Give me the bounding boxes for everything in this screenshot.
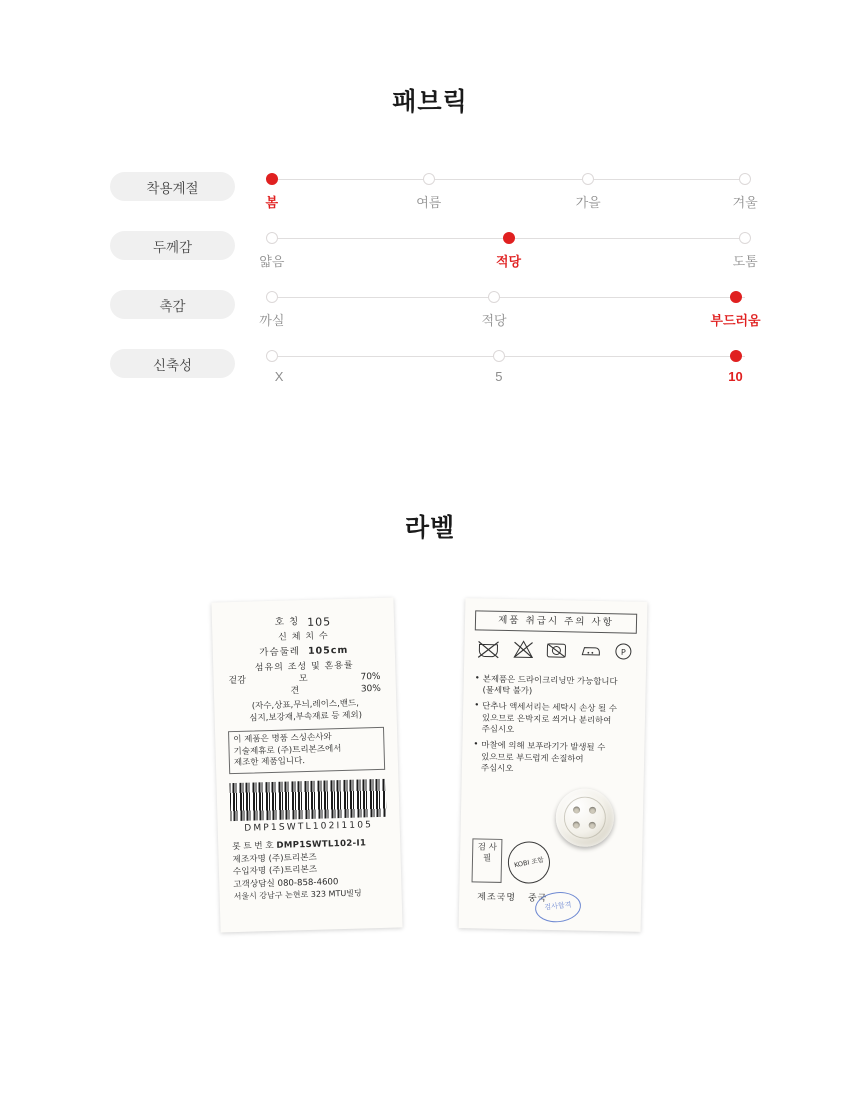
scale-label-texture-0: 까실	[259, 310, 284, 329]
scale-label-season-0: 봄	[266, 192, 279, 211]
svg-text:P: P	[621, 648, 626, 657]
scale-point-season-3[interactable]	[739, 173, 751, 185]
chest-value: 105cm	[308, 644, 349, 657]
scale-point-thickness-0[interactable]	[266, 232, 278, 244]
scale-label-thickness-1: 적당	[496, 251, 521, 270]
spec-row-season	[110, 164, 750, 223]
blue-inspection-stamp-icon: 검사합격	[534, 890, 583, 924]
scale-label-stretch-0: X	[275, 369, 284, 384]
chest-label: 가슴둘레	[259, 646, 300, 659]
fiber-part-0: 겉감	[228, 676, 246, 688]
scale-point-texture-0[interactable]	[266, 291, 278, 303]
spec-scale-texture	[267, 282, 750, 334]
scale-label-stretch-1: 5	[495, 369, 502, 384]
spec-row-thickness	[110, 223, 750, 282]
scale-point-season-1[interactable]	[423, 173, 435, 185]
button-hole	[589, 807, 596, 814]
maker-label: 제조자명	[232, 854, 265, 865]
scale-line	[272, 356, 745, 357]
scale-point-season-0[interactable]	[266, 173, 278, 185]
scale-line	[272, 297, 745, 298]
spec-scale-thickness	[267, 223, 750, 275]
care-symbol-row	[474, 631, 637, 668]
scale-point-texture-1[interactable]	[488, 291, 500, 303]
origin-label: 제조국명	[477, 893, 516, 904]
care-notes-list	[472, 673, 636, 777]
scale-label-texture-2: 부드러움	[710, 310, 760, 329]
scale-label-thickness-2: 도톰	[733, 251, 758, 270]
spec-row-stretch	[110, 341, 750, 400]
fiber-percent-0: 70%	[360, 672, 380, 684]
no-tumble-dry-icon	[545, 640, 567, 660]
fiber-title: 섬유의 조성 및 혼용률	[222, 660, 386, 676]
importer-label: 수입자명	[233, 866, 266, 877]
scale-label-season-1: 여름	[416, 192, 441, 211]
barcode-number: DMP1SWTL102I1105	[227, 819, 391, 835]
fabric-spec-table	[110, 164, 750, 400]
size-label: 호 칭	[275, 616, 300, 631]
care-note-0: • 본제품은 드라이크리닝만 가능합니다 (물세탁 불가)	[474, 673, 634, 699]
scale-label-texture-1: 적당	[481, 310, 506, 329]
fiber-percent-1: 30%	[361, 684, 381, 696]
inspection-box: 검 사 필	[472, 838, 503, 883]
cs-value: 080-858-4600	[277, 877, 338, 889]
left-tag-footer	[232, 837, 388, 903]
spec-label-thickness: 두께감	[110, 231, 235, 260]
care-label-left-photo	[211, 598, 402, 933]
button-hole	[572, 821, 579, 828]
page-title-fabric: 패브릭	[0, 82, 860, 118]
no-hand-wash-icon	[476, 639, 500, 659]
scale-point-season-2[interactable]	[582, 173, 594, 185]
iron-low-icon	[579, 641, 601, 661]
lot-value: DMP1SWTL102-I1	[276, 839, 366, 852]
cs-label: 고객상담실	[233, 878, 275, 889]
label-photos	[0, 600, 860, 930]
lot-label: 롯 트 번 호	[232, 841, 274, 852]
manufacture-note: 이 제품은 명품 스싱손사와 기술제휴로 (주)트리본즈에서 제조한 제품입니다.	[228, 727, 385, 774]
care-label-right-photo	[459, 598, 648, 932]
dry-clean-icon	[612, 642, 634, 662]
importer-value: (주)트리본즈	[269, 865, 317, 876]
scale-label-season-2: 가을	[576, 192, 601, 211]
button-hole	[573, 806, 580, 813]
page-title-label: 라벨	[0, 508, 860, 544]
spec-label-stretch: 신축성	[110, 349, 235, 378]
exclusion-note: (자수,상표,무늬,레이스,밴드, 심지,보강재,부속재료 등 제외)	[223, 698, 388, 726]
care-note-2: • 마찰에 의해 보푸라기가 발생될 수 있으므로 부드럽게 손질하여 주십시오	[473, 740, 634, 777]
spec-label-season: 착용계절	[110, 172, 235, 201]
scale-label-thickness-0: 얇음	[259, 251, 284, 270]
scale-point-stretch-2[interactable]	[730, 350, 742, 362]
scale-point-thickness-2[interactable]	[739, 232, 751, 244]
scale-label-season-3: 겨울	[733, 192, 758, 211]
scale-point-thickness-1[interactable]	[503, 232, 515, 244]
fiber-rows	[222, 672, 387, 700]
scale-point-stretch-1[interactable]	[493, 350, 505, 362]
care-title: 제품 취급시 주의 사항	[475, 610, 637, 634]
spec-label-texture: 촉감	[110, 290, 235, 319]
fiber-material-0: 모	[299, 674, 308, 686]
scale-label-stretch-2: 10	[728, 369, 742, 384]
fiber-material-1: 견	[290, 686, 299, 698]
scale-line	[272, 179, 745, 180]
spec-scale-stretch	[267, 341, 750, 393]
barcode-icon	[229, 778, 386, 820]
maker-value: (주)트리본즈	[268, 852, 316, 863]
company-address: 서울시 강남구 논현로 323 MTU빌딩	[233, 887, 387, 903]
spec-row-texture	[110, 282, 750, 341]
shirt-button-photo	[555, 788, 614, 847]
size-value: 105	[307, 615, 331, 630]
inspection-area	[472, 838, 633, 885]
origin-value: 중국	[528, 894, 548, 904]
kobi-stamp-icon: KOBI 조합	[504, 838, 553, 887]
body-spec-title: 신 체 치 수	[221, 630, 385, 646]
scale-point-stretch-0[interactable]	[266, 350, 278, 362]
scale-point-texture-2[interactable]	[730, 291, 742, 303]
care-note-1: • 단추나 액세서리는 세탁시 손상 될 수 있으므로 은박지로 씌거나 분리하여 주십시오	[474, 701, 635, 738]
spec-scale-season	[267, 164, 750, 216]
no-bleach-icon	[512, 639, 534, 659]
button-hole	[588, 822, 595, 829]
